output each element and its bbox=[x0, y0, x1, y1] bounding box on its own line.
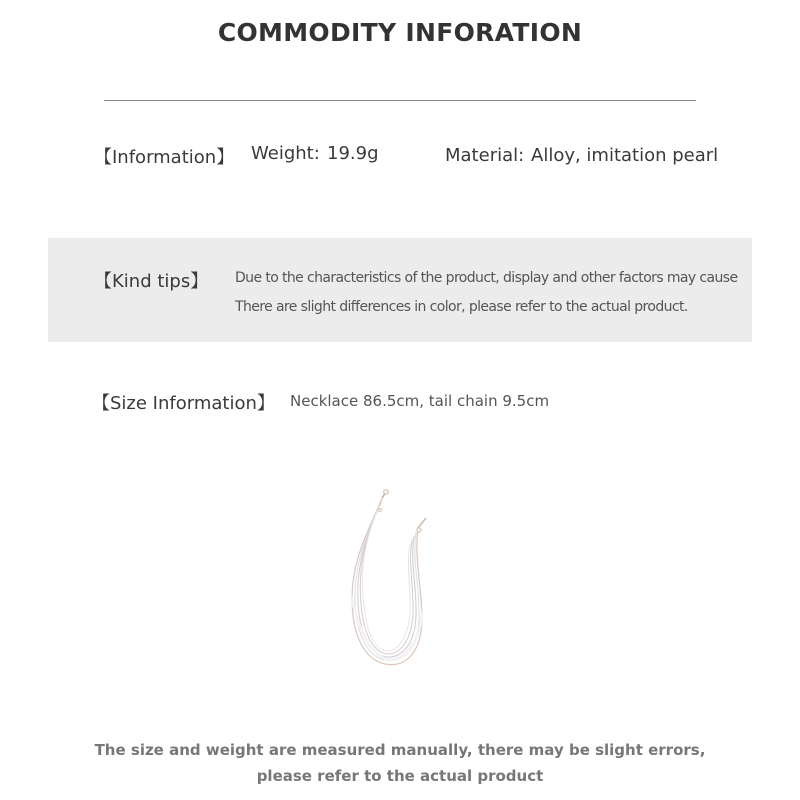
title-divider bbox=[104, 100, 696, 101]
page-title: COMMODITY INFORATION bbox=[217, 18, 583, 47]
weight-value: 19.9g bbox=[327, 143, 379, 164]
size-information-value: Necklace 86.5cm, tail chain 9.5cm bbox=[290, 392, 550, 410]
information-label: 【Information】 bbox=[94, 147, 235, 168]
kind-tips-line-1: Due to the characteristics of the product, display and other factors may cause bbox=[235, 270, 738, 286]
measurement-note-line-2: please refer to the actual product bbox=[256, 767, 544, 785]
material-value: Alloy, imitation pearl bbox=[531, 145, 719, 166]
measurement-note-line-1: The size and weight are measured manually, there may be slight errors, bbox=[94, 741, 706, 759]
size-information-label: 【Size Information】 bbox=[92, 393, 275, 414]
kind-tips-line-2: There are slight differences in color, please refer to the actual product. bbox=[235, 299, 688, 315]
material-label: Material: bbox=[445, 145, 525, 166]
layered-chain-necklace-icon bbox=[330, 488, 450, 688]
kind-tips-label: 【Kind tips】 bbox=[94, 271, 209, 292]
weight-label: Weight: bbox=[251, 143, 320, 164]
